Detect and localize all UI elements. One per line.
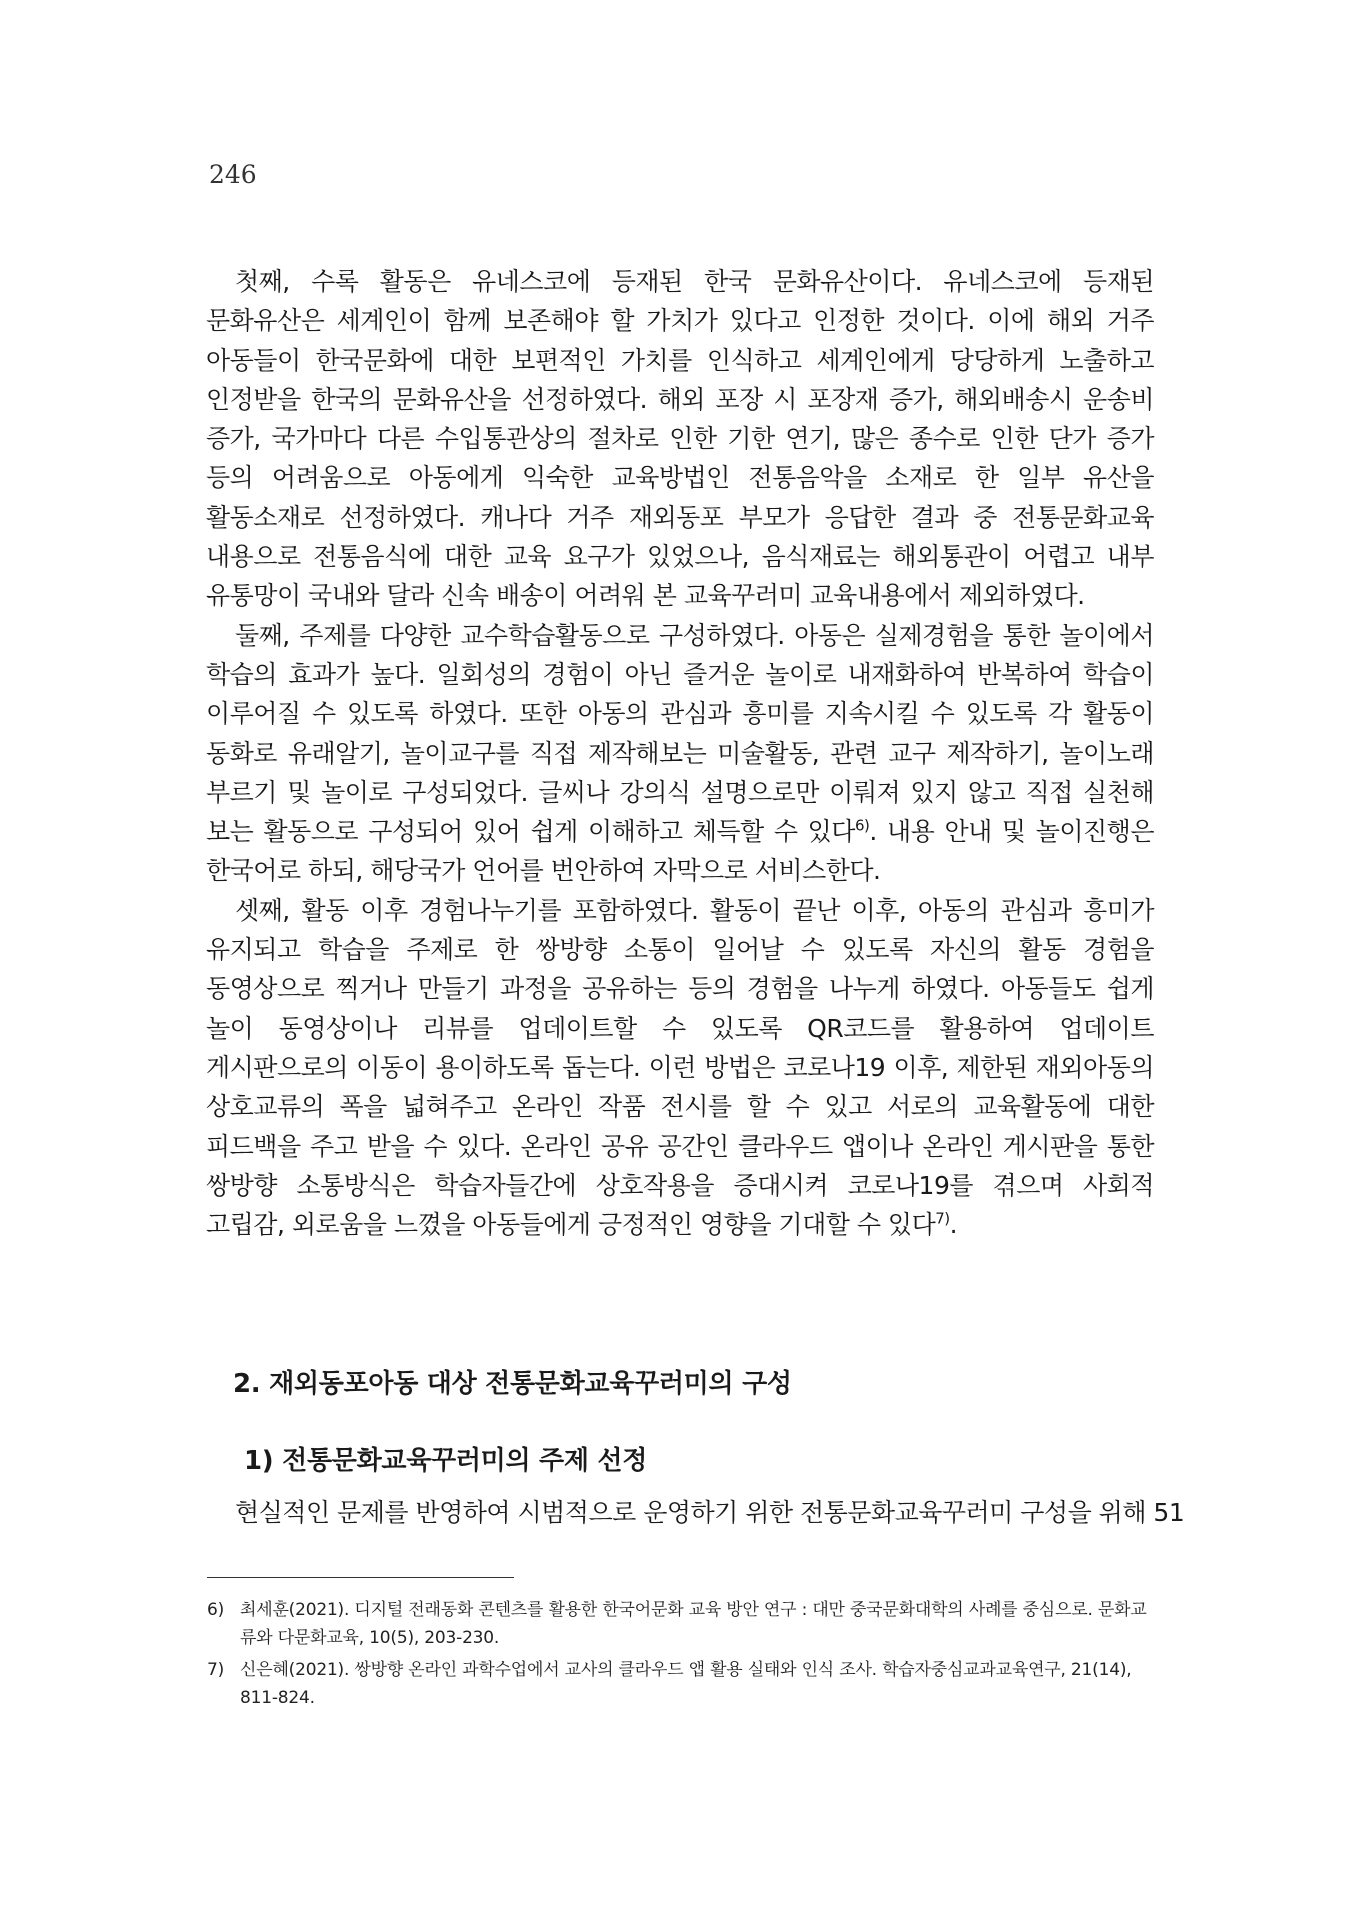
paragraph-third-end: . (949, 1210, 958, 1240)
footnote-number: 6) (207, 1600, 225, 1620)
footnote-ref-7[interactable]: 7) (935, 1209, 950, 1228)
footnote-ref-6[interactable]: 6) (854, 816, 870, 835)
paragraph-second (206, 616, 1154, 891)
footnote-6 (207, 1596, 1155, 1652)
footnote-number: 7) (207, 1660, 225, 1680)
footnote-text: 최세훈(2021). 디지털 전래동화 콘텐츠를 활용한 한국어문화 교육 방안 연구 : 대만 중국문화대학의 사례를 중심으로. 문화교류와 다문화교육, 10(5), 203-230. (240, 1600, 1147, 1648)
paragraph-second-text: 둘째, 주제를 다양한 교수학습활동으로 구성하였다. 아동은 실제경험을 통한 놀이에서 학습의 효과가 높다. 일회성의 경험이 아닌 즐거운 놀이로 내재화하여 반복하여 학습이 이루어질 수 있도록 하였다. 또한 아동의 관심과 흥미를 지속시킬 수 있도록 각 활동이 동화로 유래알기, 놀이교구를 직접 제작해보는 미술활동, 관련 교구 제작하기, 놀이노래 부르기 및 놀이로 구성되었다. 글씨나 강의식 설명으로만 이뤄져 있지 않고 직접 실천해 보는 활동으로 구성되어 있어 쉽게 이해하고 체득할 수 있다 (206, 620, 1154, 847)
footnote-text: 신은혜(2021). 쌍방향 온라인 과학수업에서 교사의 클라우드 앱 활용 실태와 인식 조사. 학습자중심교과교육연구, 21(14), 811-824. (240, 1660, 1132, 1708)
sub-heading: 1) 전통문화교육꾸러미의 주제 선정 (244, 1446, 648, 1476)
section-heading: 2. 재외동포아동 대상 전통문화교육꾸러미의 구성 (233, 1369, 792, 1399)
paragraph-third-text: 셋째, 활동 이후 경험나누기를 포함하였다. 활동이 끝난 이후, 아동의 관심과 흥미가 유지되고 학습을 주제로 한 쌍방향 소통이 일어날 수 있도록 자신의 활동 경험을 동영상으로 찍거나 만들기 과정을 공유하는 등의 경험을 나누게 하였다. 아동들도 쉽게 놀이 동영상이나 리뷰를 업데이트할 수 있도록 QR코드를 활용하여 업데이트 게시판으로의 이동이 용이하도록 돕는다. 이런 방법은 코로나19 이후, 제한된 재외아동의 상호교류의 폭을 넓혀주고 온라인 작품 전시를 할 수 있고 서로의 교육활동에 대한 피드백을 주고 받을 수 있다. 온라인 공유 공간인 클라우드 앱이나 온라인 게시판을 통한 쌍방향 소통방식은 학습자들간에 상호작용을 증대시켜 코로나19를 겪으며 사회적 고립감, 외로움을 느꼈을 아동들에게 긍정적인 영향을 기대할 수 있다 (206, 895, 1154, 1240)
page-number: 246 (209, 160, 257, 189)
paragraph-second-text-cont: . 내용 안내 및 놀이진행은 한국어로 하되, 해당국가 언어를 번안하여 자막으로 서비스한다. (206, 817, 1154, 886)
paragraph-first (206, 262, 1154, 616)
footnote-divider (207, 1577, 514, 1578)
paragraph-fourth-line: 현실적인 문제를 반영하여 시범적으로 운영하기 위한 전통문화교육꾸러미 구성을 위해 51 (235, 1498, 1185, 1527)
body-text (206, 262, 1154, 1244)
paragraph-third (206, 891, 1154, 1245)
paragraph-first-text: 첫째, 수록 활동은 유네스코에 등재된 한국 문화유산이다. 유네스코에 등재된 문화유산은 세계인이 함께 보존해야 할 가치가 있다고 인정한 것이다. 이에 해외 거주 아동들이 한국문화에 대한 보편적인 가치를 인식하고 세계인에게 당당하게 노출하고 인정받을 한국의 문화유산을 선정하였다. 해외 포장 시 포장재 증가, 해외배송시 운송비 증가, 국가마다 다른 수입통관상의 절차로 인한 기한 연기, 많은 종수로 인한 단가 증가 등의 어려움으로 아동에게 익숙한 교육방법인 전통음악을 소재로 한 일부 유산을 활동소재로 선정하였다. 캐나다 거주 재외동포 부모가 응답한 결과 중 전통문화교육 내용으로 전통음식에 대한 교육 요구가 있었으나, 음식재료는 해외통관이 어렵고 내부 유통망이 국내와 달라 신속 배송이 어려워 본 교육꾸러미 교육내용에서 제외하였다. (206, 267, 1154, 611)
footnote-7 (207, 1656, 1155, 1712)
footnotes (207, 1596, 1155, 1716)
